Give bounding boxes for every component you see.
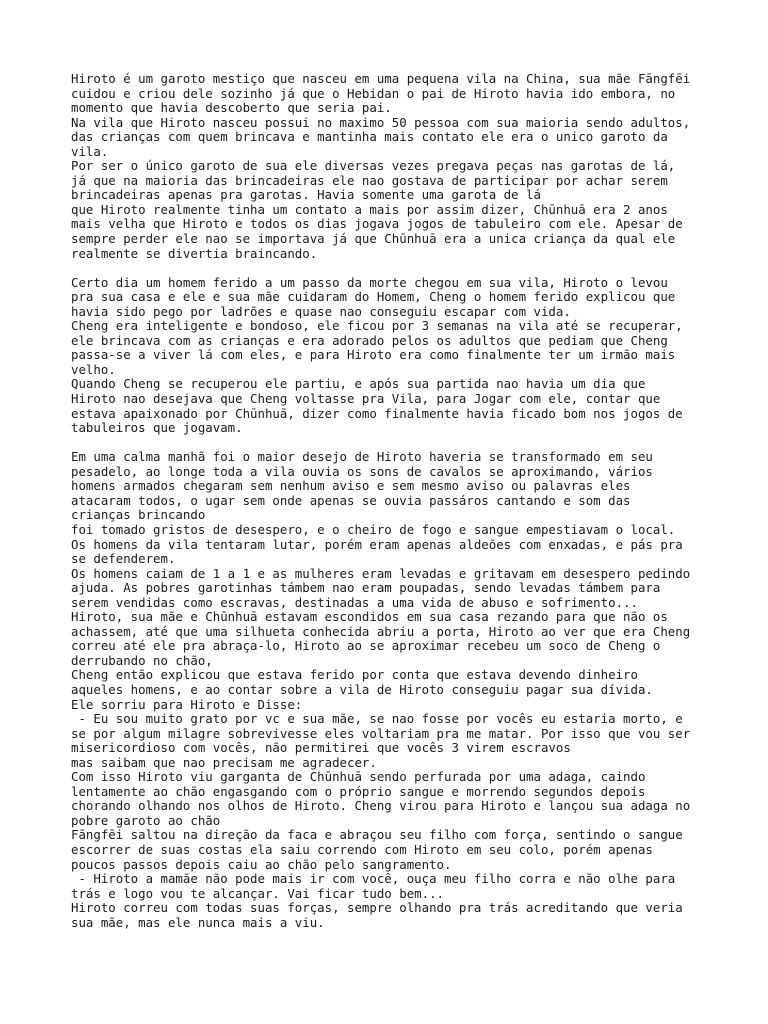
- paragraph-gap: [71, 261, 768, 276]
- paragraph-block-attack: Em uma calma manhã foi o maior desejo de Hiroto haveria se transformado em seu pesadelo, ao longe toda a vila ouvia os sons de cavalos se aproximando, vários homens armados chegaram sem nenhum aviso e sem mesmo aviso ou palavras eles atacaram todos, o ugar sem onde apenas se ouvia passáros cantando e som das crianças brincando foi tomado gristos de desespero, e o cheiro de fogo e sangue empestiavam o local. Os homens da vila tentaram lutar, porém eram apenas aldeões com enxadas, e pás pra se defenderem. Os homens caiam de 1 a 1 e as mulheres eram levadas e gritavam em desespero pedindo ajuda. As pobres garotinhas támbem nao eram poupadas, sendo levadas támbem para serem vendidas como escravas, destinadas a uma vida de abuso e sofrimento... Hiroto, sua mãe e Chūnhuā estavam escondidos em sua casa rezando para que não os achassem, até que uma silhueta conhecida abriu a porta, Hiroto ao ver que era Cheng correu até ele pra abraça-lo, Hiroto ao se aproximar recebeu um soco de Cheng o derrubando no chão, Cheng então explicou que estava ferido por conta que estava devendo dinheiro aqueles homens, e ao contar sobre a vila de Hiroto conseguiu pagar sua dívida. Ele sorriu para Hiroto e Disse: - Eu sou muito grato por vc e sua mãe, se nao fosse por vocês eu estaria morto, e se por algum milagre sobrevivesse eles voltariam pra me matar. Por isso que vou ser misericordioso com vocês, não permitirei que vocês 3 virem escravos mas saibam que nao precisam me agradecer. Com isso Hiroto viu garganta de Chūnhuā sendo perfurada por uma adaga, caindo lentamente ao chão engasgando com o próprio sangue e morrendo segundos depois chorando olhando nos olhos de Hiroto. Cheng virou para Hiroto e lançou sua adaga no pobre garoto ao chão Fāngfēi saltou na direção da faca e abraçou seu filho com força, sentindo o sangue escorrer de suas costas ela saiu correndo com Hiroto em seu colo, porém apenas poucos passos depois caiu ao chão pelo sangramento. - Hiroto a mamãe não pode mais ir com você, ouça meu filho corra e não olhe para trás e logo vou te alcançar. Vai ficar tudo bem... Hiroto correu com todas suas forças, sempre olhando pra trás acreditando que veria sua mãe, mas ele nunca mais a viu.: [71, 449, 691, 930]
- paragraph-block-intro: Hiroto é um garoto mestiço que nasceu em uma pequena vila na China, sua mãe Fāngfēi cuidou e criou dele sozinho já que o Hebidan o pai de Hiroto havia ido embora, no momento que havia descoberto que seria pai. Na vila que Hiroto nasceu possui no maximo 50 pessoa com sua maioria sendo adultos, das crianças com quem brincava e mantinha mais contato ele era o unico garoto da vila. Por ser o único garoto de sua ele diversas vezes pregava peças nas garotas de lá, já que na maioria das brincadeiras ele nao gostava de participar por achar serem brincadeiras apenas pra garotas. Havia somente uma garota de lá que Hiroto realmente tinha um contato a mais por assim dizer, Chūnhuā era 2 anos mais velha que Hiroto e todos os dias jogava jogos de tabuleiro com ele. Apesar de sempre perder ele nao se importava já que Chūnhuā era a unica criança da qual ele realmente se divertia braincando.: [71, 71, 691, 261]
- paragraph-gap: [71, 436, 768, 451]
- paragraph-block-cheng: Certo dia um homem ferido a um passo da morte chegou em sua vila, Hiroto o levou pra sua casa e ele e sua mãe cuidaram do Homem, Cheng o homem ferido explicou que havia sido pego por ladrões e quase nao conseguiu escapar com vida. Cheng era inteligente e bondoso, ele ficou por 3 semanas na vila até se recuperar, ele brincava com as crianças e era adorado pelos os adultos que pediam que Cheng passa-se a viver lá com eles, e para Hiroto era como finalmente ter um irmão mais velho. Quando Cheng se recuperou ele partiu, e após sua partida nao havia um dia que Hiroto nao desejava que Cheng voltasse pra Vila, para Jogar com ele, contar que estava apaixonado por Chūnhuā, dizer como finalmente havia ficado bom nos jogos de tabuleiros que jogavam.: [71, 274, 683, 436]
